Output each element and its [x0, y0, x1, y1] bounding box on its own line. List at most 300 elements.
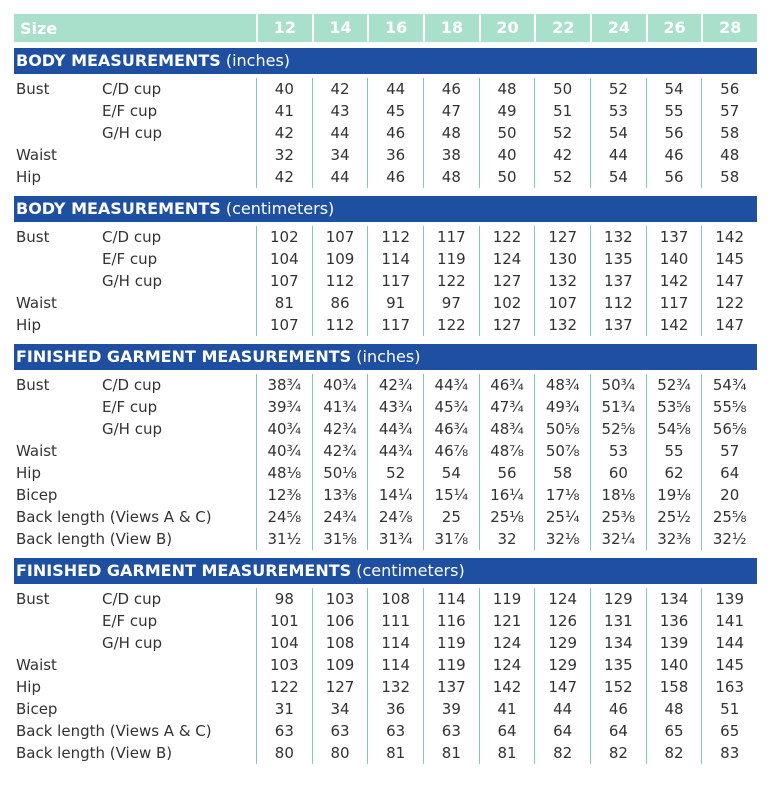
table-cell: 42¾	[367, 374, 423, 396]
table-cell: 39¾	[256, 396, 312, 418]
table-cell: 63	[367, 720, 423, 742]
table-cell: 119	[423, 632, 479, 654]
table-cell: 163	[701, 676, 757, 698]
table-cell: 62	[646, 462, 702, 484]
measurement-section	[14, 196, 757, 344]
table-cell: 56	[646, 166, 702, 188]
row-label: Bust	[16, 590, 50, 608]
table-row	[14, 396, 757, 418]
table-cell: 31⅞	[423, 528, 479, 550]
table-cell: 142	[646, 314, 702, 336]
table-cell: 41	[479, 698, 535, 720]
row-label: Back length (Views A & C)	[16, 722, 212, 740]
table-cell: 107	[312, 226, 368, 248]
row-label: Bicep	[16, 700, 58, 718]
table-cell: 51¾	[590, 396, 646, 418]
table-row	[14, 676, 757, 698]
table-cell: 107	[256, 314, 312, 336]
size-header-cell: 20	[479, 14, 535, 42]
row-label: Waist	[16, 656, 57, 674]
table-cell: 122	[701, 292, 757, 314]
table-cell: 31⅝	[312, 528, 368, 550]
table-cell: 122	[479, 226, 535, 248]
table-cell: 81	[367, 742, 423, 764]
table-cell: 63	[256, 720, 312, 742]
table-cell: 114	[423, 588, 479, 610]
table-cell: 48⅞	[479, 440, 535, 462]
table-cell: 51	[534, 100, 590, 122]
table-cell: 124	[479, 248, 535, 270]
table-cell: 139	[646, 632, 702, 654]
table-cell: 132	[534, 314, 590, 336]
row-sublabel: C/D cup	[102, 590, 162, 608]
table-row	[14, 632, 757, 654]
table-row	[14, 248, 757, 270]
table-row	[14, 226, 757, 248]
table-cell: 40¾	[256, 418, 312, 440]
table-cell: 132	[534, 270, 590, 292]
table-cell: 49¾	[534, 396, 590, 418]
table-row	[14, 78, 757, 100]
table-cell: 121	[479, 610, 535, 632]
table-cell: 16¼	[479, 484, 535, 506]
table-cell: 36	[367, 144, 423, 166]
table-cell: 48¾	[479, 418, 535, 440]
table-cell: 44	[534, 698, 590, 720]
size-header-cell: 18	[423, 14, 479, 42]
table-cell: 114	[367, 248, 423, 270]
table-cell: 48	[423, 122, 479, 144]
table-cell: 108	[312, 632, 368, 654]
table-cell: 147	[534, 676, 590, 698]
measurement-section	[14, 48, 757, 196]
table-cell: 140	[646, 248, 702, 270]
table-cell: 111	[367, 610, 423, 632]
row-label: Hip	[16, 316, 41, 334]
table-row	[14, 166, 757, 188]
table-cell: 36	[367, 698, 423, 720]
table-cell: 102	[256, 226, 312, 248]
table-cell: 12⅜	[256, 484, 312, 506]
table-cell: 127	[479, 314, 535, 336]
table-cell: 50	[479, 122, 535, 144]
table-cell: 127	[534, 226, 590, 248]
table-cell: 80	[312, 742, 368, 764]
table-cell: 82	[534, 742, 590, 764]
table-cell: 57	[701, 100, 757, 122]
table-cell: 40¾	[312, 374, 368, 396]
table-cell: 52	[534, 166, 590, 188]
row-label: Hip	[16, 168, 41, 186]
table-row	[14, 418, 757, 440]
table-cell: 124	[534, 588, 590, 610]
table-cell: 32½	[701, 528, 757, 550]
table-cell: 54	[423, 462, 479, 484]
table-cell: 38	[423, 144, 479, 166]
table-cell: 42	[256, 122, 312, 144]
table-cell: 104	[256, 632, 312, 654]
table-cell: 14¼	[367, 484, 423, 506]
table-cell: 50⅞	[534, 440, 590, 462]
table-cell: 15¼	[423, 484, 479, 506]
table-cell: 42	[312, 78, 368, 100]
table-cell: 40	[479, 144, 535, 166]
table-cell: 129	[534, 654, 590, 676]
table-cell: 52¾	[646, 374, 702, 396]
section-title: FINISHED GARMENT MEASUREMENTS	[16, 347, 352, 366]
table-cell: 126	[534, 610, 590, 632]
table-cell: 46	[423, 78, 479, 100]
table-cell: 24⅝	[256, 506, 312, 528]
table-cell: 17⅛	[534, 484, 590, 506]
table-row	[14, 144, 757, 166]
size-header-cell: 14	[312, 14, 368, 42]
table-row	[14, 292, 757, 314]
row-sublabel: G/H cup	[102, 272, 162, 290]
table-cell: 102	[479, 292, 535, 314]
table-cell: 57	[701, 440, 757, 462]
table-cell: 134	[646, 588, 702, 610]
table-cell: 64	[479, 720, 535, 742]
table-cell: 112	[312, 314, 368, 336]
table-cell: 54	[646, 78, 702, 100]
table-row	[14, 314, 757, 336]
table-cell: 86	[312, 292, 368, 314]
table-cell: 31	[256, 698, 312, 720]
table-cell: 44	[367, 78, 423, 100]
table-cell: 83	[701, 742, 757, 764]
table-cell: 58	[701, 122, 757, 144]
table-cell: 82	[646, 742, 702, 764]
row-label: Back length (View B)	[16, 744, 173, 762]
section-unit: (centimeters)	[356, 561, 465, 580]
table-cell: 34	[312, 144, 368, 166]
table-cell: 81	[423, 742, 479, 764]
table-row	[14, 528, 757, 550]
table-cell: 131	[590, 610, 646, 632]
table-cell: 82	[590, 742, 646, 764]
table-cell: 31¾	[367, 528, 423, 550]
row-sublabel: C/D cup	[102, 80, 162, 98]
table-cell: 42	[534, 144, 590, 166]
table-cell: 46¾	[423, 418, 479, 440]
table-cell: 144	[701, 632, 757, 654]
table-cell: 52⅝	[590, 418, 646, 440]
table-cell: 25¼	[534, 506, 590, 528]
table-cell: 54	[590, 122, 646, 144]
table-cell: 64	[534, 720, 590, 742]
table-cell: 81	[256, 292, 312, 314]
table-cell: 56	[479, 462, 535, 484]
table-cell: 134	[590, 632, 646, 654]
table-cell: 135	[590, 654, 646, 676]
measurement-sections	[14, 48, 757, 772]
table-cell: 119	[479, 588, 535, 610]
table-row	[14, 122, 757, 144]
table-cell: 47	[423, 100, 479, 122]
table-cell: 50¾	[590, 374, 646, 396]
table-row	[14, 720, 757, 742]
table-cell: 122	[423, 270, 479, 292]
size-header-cell: 12	[256, 14, 312, 42]
table-cell: 112	[367, 226, 423, 248]
section-header	[14, 344, 757, 370]
table-cell: 25½	[646, 506, 702, 528]
table-row	[14, 270, 757, 292]
table-cell: 19⅛	[646, 484, 702, 506]
row-label: Hip	[16, 464, 41, 482]
table-cell: 103	[312, 588, 368, 610]
table-cell: 65	[646, 720, 702, 742]
table-cell: 53	[590, 440, 646, 462]
size-header-cell: 26	[646, 14, 702, 42]
table-cell: 46	[367, 166, 423, 188]
row-label: Bicep	[16, 486, 58, 504]
size-header-cell: 24	[590, 14, 646, 42]
table-row	[14, 610, 757, 632]
table-cell: 24⅞	[367, 506, 423, 528]
table-cell: 65	[701, 720, 757, 742]
table-cell: 42¾	[312, 418, 368, 440]
table-cell: 63	[423, 720, 479, 742]
table-cell: 135	[590, 248, 646, 270]
row-sublabel: E/F cup	[102, 250, 158, 268]
table-cell: 45	[367, 100, 423, 122]
table-row	[14, 506, 757, 528]
table-row	[14, 440, 757, 462]
table-cell: 108	[367, 588, 423, 610]
table-cell: 142	[646, 270, 702, 292]
table-cell: 137	[646, 226, 702, 248]
table-cell: 129	[590, 588, 646, 610]
table-cell: 44	[312, 166, 368, 188]
table-cell: 122	[256, 676, 312, 698]
section-title: BODY MEASUREMENTS	[16, 199, 221, 218]
table-cell: 43¾	[367, 396, 423, 418]
table-cell: 101	[256, 610, 312, 632]
table-cell: 45¾	[423, 396, 479, 418]
table-cell: 42¾	[312, 440, 368, 462]
table-row	[14, 698, 757, 720]
table-cell: 80	[256, 742, 312, 764]
table-cell: 117	[367, 314, 423, 336]
table-cell: 116	[423, 610, 479, 632]
table-row	[14, 374, 757, 396]
table-cell: 32⅜	[646, 528, 702, 550]
section-title: FINISHED GARMENT MEASUREMENTS	[16, 561, 352, 580]
table-row	[14, 588, 757, 610]
table-cell: 44¾	[423, 374, 479, 396]
table-cell: 142	[479, 676, 535, 698]
table-cell: 106	[312, 610, 368, 632]
table-cell: 31½	[256, 528, 312, 550]
table-cell: 130	[534, 248, 590, 270]
table-cell: 141	[701, 610, 757, 632]
table-cell: 25⅝	[701, 506, 757, 528]
table-cell: 117	[646, 292, 702, 314]
table-cell: 58	[701, 166, 757, 188]
table-cell: 46¾	[479, 374, 535, 396]
size-chart	[14, 14, 757, 772]
table-cell: 48	[701, 144, 757, 166]
table-cell: 52	[367, 462, 423, 484]
table-cell: 41	[256, 100, 312, 122]
table-cell: 122	[423, 314, 479, 336]
table-cell: 42	[256, 166, 312, 188]
row-label: Hip	[16, 678, 41, 696]
table-cell: 117	[367, 270, 423, 292]
table-cell: 44¾	[367, 418, 423, 440]
table-cell: 132	[367, 676, 423, 698]
table-cell: 54	[590, 166, 646, 188]
table-cell: 55	[646, 100, 702, 122]
table-cell: 52	[590, 78, 646, 100]
table-row	[14, 742, 757, 764]
table-cell: 49	[479, 100, 535, 122]
table-cell: 40	[256, 78, 312, 100]
row-sublabel: G/H cup	[102, 634, 162, 652]
table-cell: 44¾	[367, 440, 423, 462]
table-cell: 137	[590, 270, 646, 292]
table-cell: 53⅝	[646, 396, 702, 418]
table-cell: 103	[256, 654, 312, 676]
table-cell: 114	[367, 654, 423, 676]
table-cell: 112	[590, 292, 646, 314]
table-cell: 137	[590, 314, 646, 336]
table-cell: 48⅛	[256, 462, 312, 484]
section-header	[14, 48, 757, 74]
size-header-cells	[256, 14, 757, 42]
table-cell: 81	[479, 742, 535, 764]
row-sublabel: C/D cup	[102, 376, 162, 394]
table-cell: 46	[590, 698, 646, 720]
table-cell: 40¾	[256, 440, 312, 462]
table-cell: 50	[479, 166, 535, 188]
table-cell: 54⅝	[646, 418, 702, 440]
size-header-cell: 22	[534, 14, 590, 42]
table-cell: 20	[701, 484, 757, 506]
table-cell: 50⅝	[534, 418, 590, 440]
section-title: BODY MEASUREMENTS	[16, 51, 221, 70]
size-header-row	[14, 14, 757, 42]
table-cell: 38¾	[256, 374, 312, 396]
table-cell: 54¾	[701, 374, 757, 396]
table-cell: 124	[479, 654, 535, 676]
size-header-cell: 16	[367, 14, 423, 42]
table-cell: 107	[256, 270, 312, 292]
table-cell: 43	[312, 100, 368, 122]
row-label: Bust	[16, 228, 50, 246]
table-cell: 64	[701, 462, 757, 484]
table-cell: 55⅝	[701, 396, 757, 418]
table-cell: 63	[312, 720, 368, 742]
table-cell: 56	[646, 122, 702, 144]
row-sublabel: E/F cup	[102, 398, 158, 416]
table-cell: 112	[312, 270, 368, 292]
table-cell: 109	[312, 654, 368, 676]
table-cell: 137	[423, 676, 479, 698]
table-cell: 58	[534, 462, 590, 484]
table-cell: 145	[701, 248, 757, 270]
row-label: Waist	[16, 146, 57, 164]
row-sublabel: C/D cup	[102, 228, 162, 246]
table-cell: 127	[312, 676, 368, 698]
row-sublabel: E/F cup	[102, 612, 158, 630]
table-cell: 25	[423, 506, 479, 528]
table-cell: 56⅝	[701, 418, 757, 440]
table-cell: 48	[423, 166, 479, 188]
section-header	[14, 558, 757, 584]
table-cell: 56	[701, 78, 757, 100]
table-cell: 25⅛	[479, 506, 535, 528]
table-cell: 48	[479, 78, 535, 100]
row-sublabel: E/F cup	[102, 102, 158, 120]
table-cell: 55	[646, 440, 702, 462]
table-cell: 104	[256, 248, 312, 270]
table-cell: 129	[534, 632, 590, 654]
table-cell: 13⅜	[312, 484, 368, 506]
row-label: Waist	[16, 442, 57, 460]
table-cell: 117	[423, 226, 479, 248]
table-cell: 50	[534, 78, 590, 100]
table-cell: 107	[534, 292, 590, 314]
table-row	[14, 100, 757, 122]
table-cell: 145	[701, 654, 757, 676]
table-cell: 136	[646, 610, 702, 632]
table-cell: 48¾	[534, 374, 590, 396]
table-cell: 124	[479, 632, 535, 654]
table-cell: 39	[423, 698, 479, 720]
table-cell: 44	[312, 122, 368, 144]
table-cell: 158	[646, 676, 702, 698]
table-cell: 127	[479, 270, 535, 292]
table-cell: 114	[367, 632, 423, 654]
table-cell: 140	[646, 654, 702, 676]
table-cell: 60	[590, 462, 646, 484]
table-cell: 41¾	[312, 396, 368, 418]
table-cell: 139	[701, 588, 757, 610]
row-label: Back length (View B)	[16, 530, 173, 548]
measurement-section	[14, 344, 757, 558]
table-cell: 32	[256, 144, 312, 166]
table-cell: 52	[534, 122, 590, 144]
table-cell: 32⅛	[534, 528, 590, 550]
table-cell: 46	[367, 122, 423, 144]
table-cell: 119	[423, 654, 479, 676]
table-cell: 147	[701, 314, 757, 336]
row-sublabel: G/H cup	[102, 124, 162, 142]
row-label: Bust	[16, 376, 50, 394]
table-cell: 132	[590, 226, 646, 248]
table-cell: 34	[312, 698, 368, 720]
table-cell: 51	[701, 698, 757, 720]
table-row	[14, 484, 757, 506]
table-cell: 44	[590, 144, 646, 166]
table-cell: 97	[423, 292, 479, 314]
section-header	[14, 196, 757, 222]
table-cell: 147	[701, 270, 757, 292]
table-cell: 109	[312, 248, 368, 270]
table-cell: 64	[590, 720, 646, 742]
table-cell: 47¾	[479, 396, 535, 418]
table-cell: 48	[646, 698, 702, 720]
table-cell: 46⅞	[423, 440, 479, 462]
table-cell: 142	[701, 226, 757, 248]
table-cell: 91	[367, 292, 423, 314]
table-cell: 98	[256, 588, 312, 610]
table-row	[14, 462, 757, 484]
measurement-section	[14, 558, 757, 772]
